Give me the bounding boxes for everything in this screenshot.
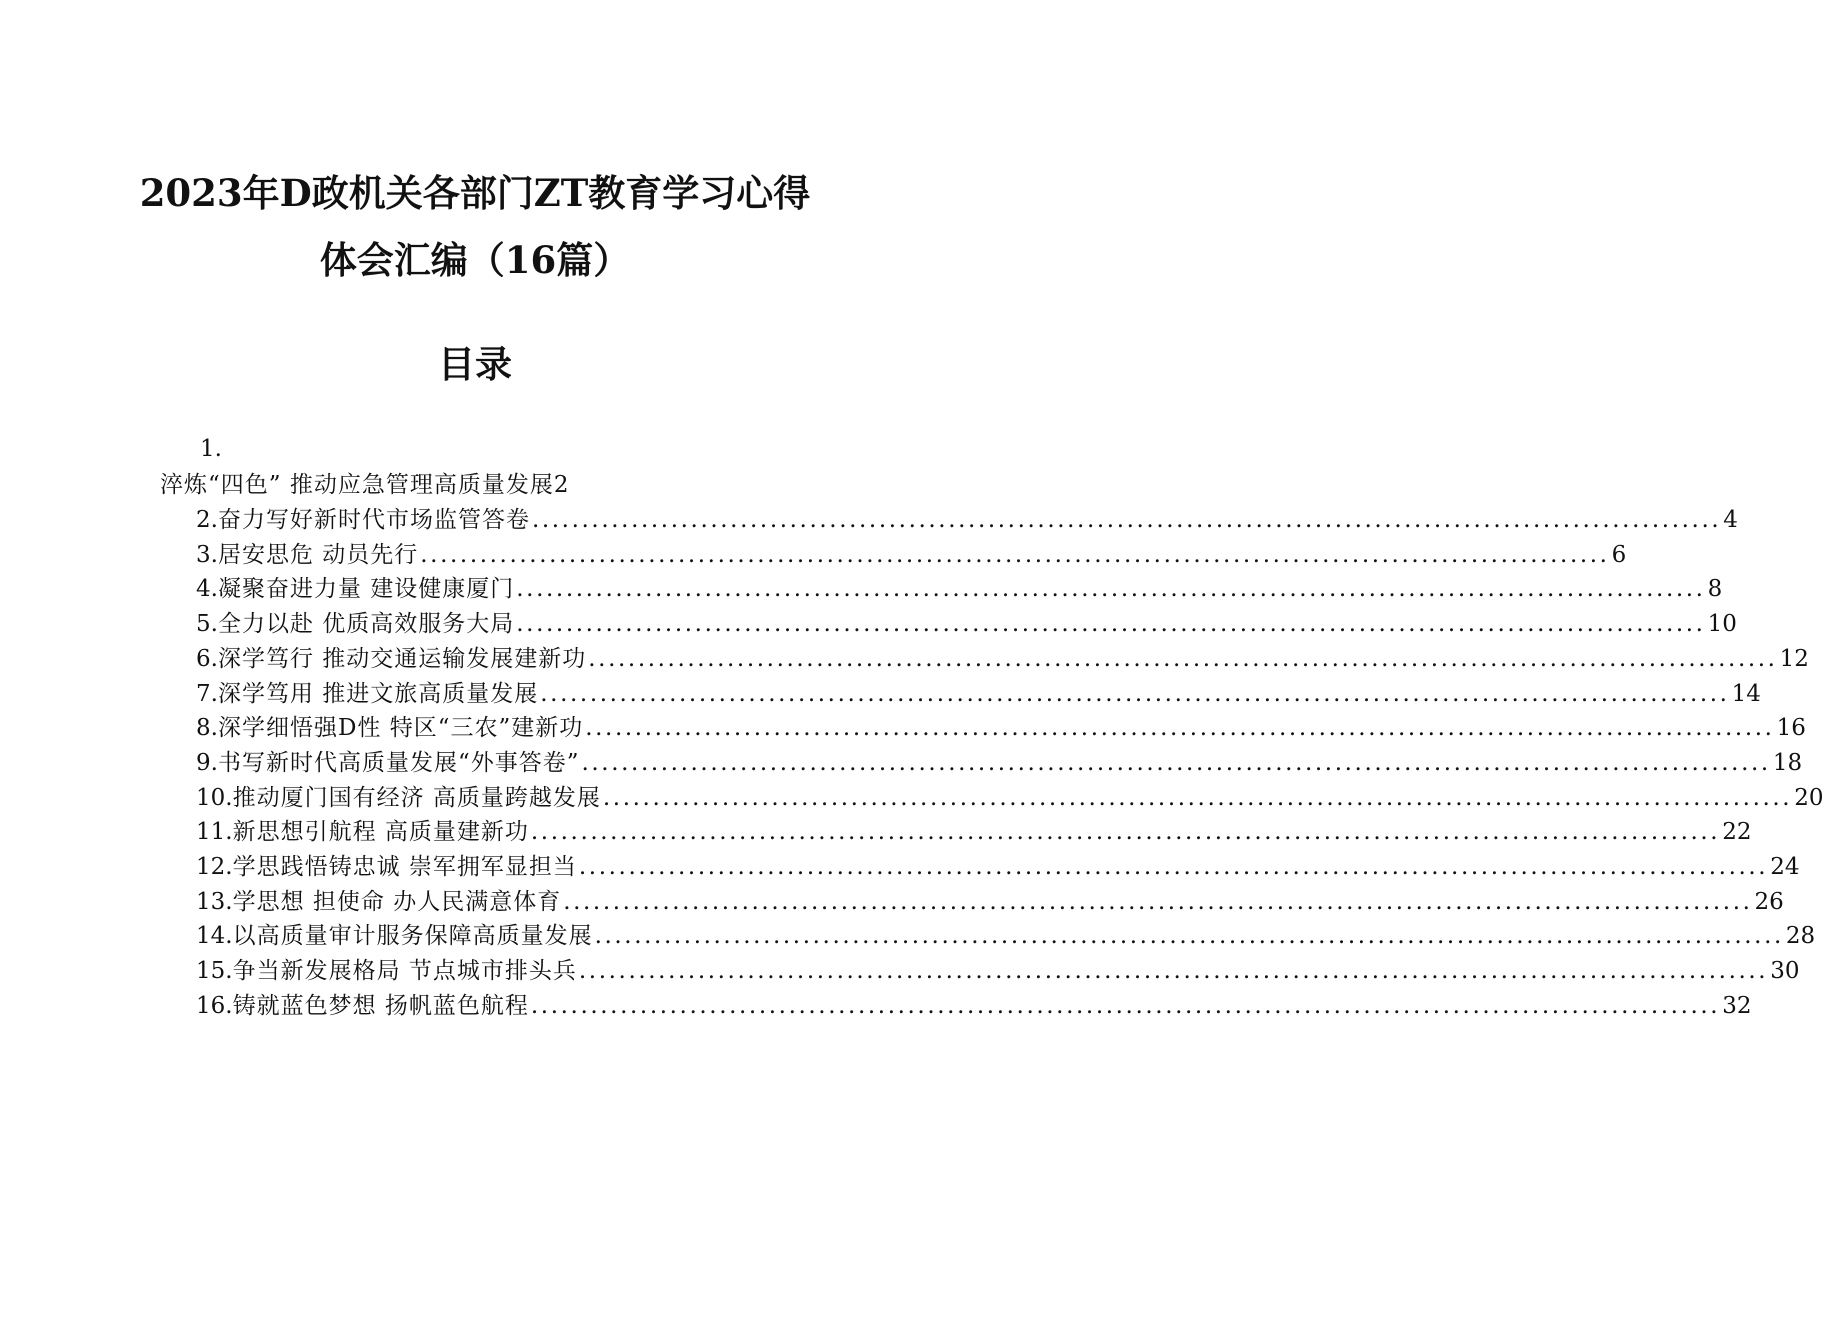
toc-entry-label: 学思想 担使命 办人民满意体育 — [232, 888, 562, 915]
toc-entry-label: 奋力写好新时代市场监管答卷 — [217, 507, 530, 533]
toc-entry[interactable] — [196, 746, 1803, 780]
toc-leader-dots: ........................................................................................................................ — [585, 715, 1775, 742]
toc-entry-number: 14. — [196, 923, 233, 950]
toc-entry-label: 全力以赴 优质高效服务大局 — [217, 611, 515, 638]
toc-entry-label: 书写新时代高质量发展“外事答卷” — [217, 749, 580, 776]
toc-entry-number: 13. — [196, 888, 233, 915]
toc-entry[interactable] — [196, 850, 1800, 884]
toc-entry-label: 学思践悟铸忠诚 崇军拥军显担当 — [232, 854, 577, 880]
toc-entry-number: 7. — [196, 680, 218, 707]
toc-entry-label: 居安思危 动员先行 — [217, 541, 419, 568]
document-title-line-1: 2023年D政机关各部门ZT教育学习心得 — [139, 171, 811, 215]
toc-entry-page-number: 20 — [1794, 784, 1824, 811]
toc-entry-page-number: 30 — [1770, 958, 1800, 985]
toc-leader-dots: ........................................................................................................................ — [420, 541, 1610, 568]
toc-entry-page-number: 22 — [1722, 819, 1752, 846]
toc-entry[interactable] — [196, 607, 1737, 641]
toc-entry-label: 深学细悟强D性 特区“三农”建新功 — [217, 715, 584, 742]
toc-entry-number: 9. — [196, 749, 218, 776]
toc-entry[interactable] — [196, 677, 1761, 711]
toc-entry-number: 5. — [196, 611, 218, 638]
toc-leader-dots: ........................................................................................................................ — [581, 749, 1771, 776]
toc-entry[interactable] — [196, 954, 1800, 988]
toc-entry[interactable] — [196, 815, 1752, 849]
toc-entry[interactable] — [196, 572, 1723, 606]
toc-entry-page-number: 16 — [1776, 715, 1806, 742]
toc-entry-1-label[interactable]: 淬炼“四色” 推动应急管理高质量发展2 — [160, 472, 570, 498]
toc-entry-1-number[interactable]: 1. — [200, 436, 222, 462]
toc-entry[interactable] — [196, 885, 1784, 919]
toc-leader-dots: ........................................................................................................................ — [602, 784, 1793, 811]
toc-entry[interactable] — [196, 989, 1752, 1023]
toc-leader-dots: ........................................................................................................................ — [516, 611, 1706, 638]
toc-entry-label: 争当新发展格局 节点城市排头兵 — [232, 958, 577, 985]
toc-entry-page-number: 24 — [1770, 854, 1800, 880]
document-title-line-2: 体会汇编（16篇） — [319, 238, 631, 282]
toc-entry-number: 3. — [196, 541, 218, 568]
toc-entry-number: 4. — [196, 576, 218, 603]
toc-entry-label: 深学笃用 推进文旅高质量发展 — [217, 680, 539, 707]
toc-entry-label: 凝聚奋进力量 建设健康厦门 — [217, 576, 515, 603]
toc-entry-page-number: 18 — [1772, 749, 1803, 776]
toc-entry-number: 16. — [196, 992, 233, 1019]
toc-entry[interactable] — [196, 642, 1809, 676]
toc-entry[interactable] — [196, 538, 1627, 572]
toc-entry-number: 12. — [196, 854, 233, 880]
toc-entry-number: 11. — [196, 819, 233, 846]
toc-entry-number: 2. — [196, 507, 218, 533]
toc-entry[interactable] — [196, 711, 1806, 745]
toc-entry-page-number: 8 — [1707, 576, 1723, 603]
toc-entry[interactable] — [196, 919, 1816, 953]
toc-leader-dots: ........................................................................................................................ — [530, 992, 1721, 1019]
toc-leader-dots: ........................................................................................................................ — [540, 680, 1730, 707]
toc-entry[interactable] — [196, 781, 1824, 815]
toc-entry-number: 10. — [196, 784, 233, 811]
toc-entry-page-number: 32 — [1722, 992, 1752, 1019]
toc-entry-page-number: 26 — [1754, 888, 1784, 915]
toc-entry-page-number: 10 — [1707, 611, 1737, 638]
toc-entry-label: 铸就蓝色梦想 扬帆蓝色航程 — [232, 992, 529, 1019]
toc-entry-number: 8. — [196, 715, 218, 742]
toc-leader-dots: ........................................................................................................................ — [530, 819, 1721, 846]
toc-entry-page-number: 14 — [1731, 680, 1761, 707]
toc-leader-dots: ........................................................................................................................ — [516, 576, 1706, 603]
toc-entry[interactable] — [196, 503, 1738, 537]
toc-leader-dots: ........................................................................................................................ — [531, 507, 1722, 533]
toc-leader-dots: ........................................................................................................................ — [594, 923, 1784, 950]
toc-entry-page-number: 4 — [1723, 507, 1738, 533]
toc-entry-label: 深学笃行 推动交通运输发展建新功 — [217, 645, 587, 672]
toc-entry-number: 6. — [196, 645, 218, 672]
toc-entry-page-number: 28 — [1785, 923, 1816, 950]
toc-entry-label: 以高质量审计服务保障高质量发展 — [232, 923, 593, 950]
toc-entry-label: 推动厦门国有经济 高质量跨越发展 — [232, 784, 601, 811]
toc-entry-label: 新思想引航程 高质量建新功 — [232, 819, 529, 846]
toc-entry-page-number: 6 — [1611, 541, 1627, 568]
toc-heading: 目录 — [438, 342, 512, 386]
toc-leader-dots: ........................................................................................................................ — [563, 888, 1753, 915]
toc-leader-dots: ........................................................................................................................ — [578, 854, 1769, 880]
toc-entry-page-number: 12 — [1779, 645, 1809, 672]
toc-leader-dots: ........................................................................................................................ — [578, 958, 1769, 985]
toc-entry-number: 15. — [196, 958, 233, 985]
toc-leader-dots: ........................................................................................................................ — [588, 645, 1778, 672]
